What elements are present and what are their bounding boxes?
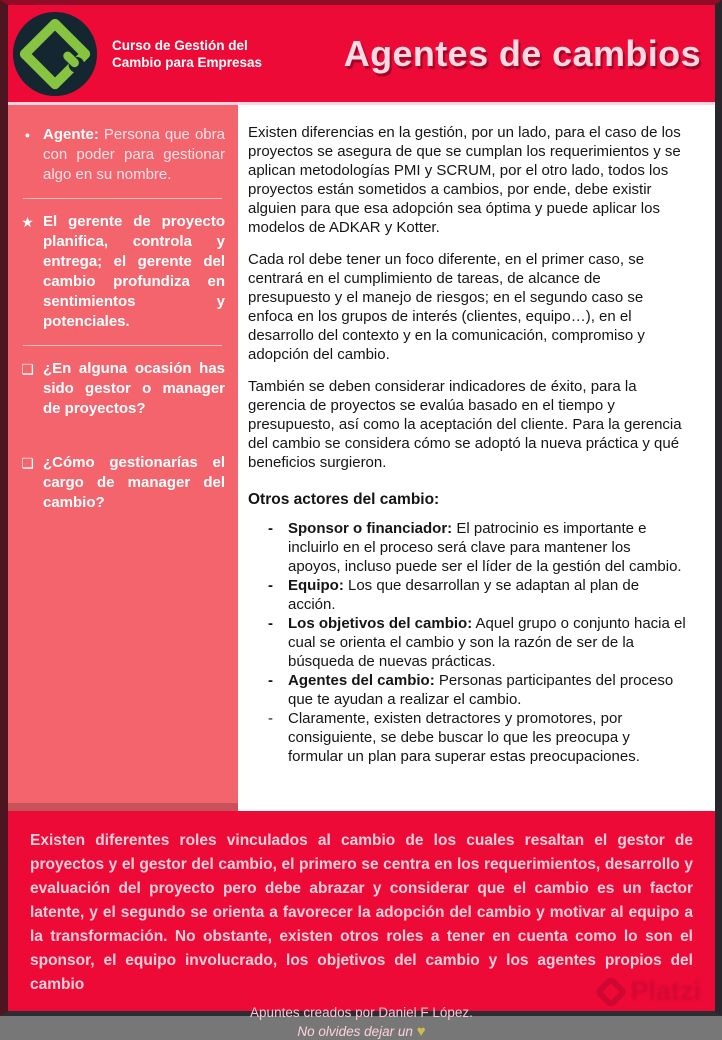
footer-note-text: No olvides dejar un — [297, 1024, 413, 1039]
page-title: Agentes de cambios — [343, 32, 701, 74]
sidebar-divider — [23, 345, 222, 346]
checkbox-bullet-icon: ❏ — [21, 361, 34, 377]
sidebar-item-text: ¿Cómo gestionarías el cargo de manager del cambio? — [43, 454, 225, 511]
sidebar-item-text: ¿En alguna ocasión has sido gestor o manager de proyectos? — [43, 360, 225, 417]
actor-description: El patrocinio es importante e incluirlo en el proceso será clave para mantener los apoyos, incluso puede ser el líder de la gestión del cambio. — [288, 520, 682, 575]
list-item-agentes — [268, 671, 687, 709]
actor-description: Aquel grupo o conjunto hacia el cual se orienta el cambio y son la razón de ser de la búsqueda de nuevas prácticas. — [288, 615, 686, 670]
star-bullet-icon: ★ — [21, 214, 34, 230]
footer-credit: Apuntes creados por Daniel F López. — [250, 1005, 473, 1020]
sidebar-item-text: El gerente de proyecto planifica, controla y entrega; el gerente del cambio profundiza en sentimientos y potenciales. — [43, 213, 225, 330]
list-item-text — [288, 614, 687, 671]
watermark — [599, 976, 701, 1007]
watermark-diamond-icon — [594, 975, 628, 1009]
dash-bullet-icon: - — [268, 672, 273, 689]
actor-label: Sponsor o financiador: — [288, 520, 453, 537]
checkbox-bullet-icon: ❏ — [21, 455, 34, 471]
main-content — [238, 105, 715, 811]
watermark-text: Platzi — [630, 976, 701, 1006]
list-heading: Otros actores del cambio: — [248, 491, 440, 508]
list-item-text — [288, 671, 687, 709]
dot-bullet-icon: ● — [24, 130, 31, 140]
list-item-objetivos — [268, 614, 687, 671]
dash-bullet-icon: - — [268, 577, 273, 594]
list-item-equipo — [268, 576, 687, 614]
list-item-text — [288, 576, 687, 614]
actor-description: Personas participantes del proceso que te ayudan a realizar el cambio. — [288, 672, 674, 708]
footer-note — [30, 1023, 693, 1040]
course-title-line1: Curso de Gestión del — [112, 37, 248, 53]
heart-icon: ♥ — [416, 1023, 426, 1040]
list-item-text — [288, 519, 687, 576]
actor-description: Los que desarrollan y se adaptan al plan de acción. — [288, 577, 640, 613]
sidebar-question-manager — [20, 453, 225, 513]
actor-label: Los objetivos del cambio: — [288, 615, 473, 632]
sidebar-divider — [23, 198, 222, 199]
list-item-detractores — [268, 709, 687, 766]
actors-list — [248, 519, 687, 766]
list-item-sponsor — [268, 519, 687, 576]
summary-text: Existen diferentes roles vinculados al cambio de los cuales resaltan el gestor de proyectos y el gestor del cambio, el primero se centra en los requerimientos, desarrollo y evaluación del proyecto pero debe abrazar y considerar que el cambio es un factor latente, y el segundo se orienta a favorecer la adopción del cambio y motivar al equipo a la transformación. No obstante, existen otros roles a tener en cuenta como lo son el sponsor, el equipo involucrado, los objetivos del cambio y los agentes propios del cambio — [30, 832, 693, 993]
summary-band — [8, 811, 715, 1040]
sidebar-item-gerentes — [20, 212, 225, 332]
sidebar — [8, 105, 238, 811]
sidebar-item-text — [43, 125, 225, 185]
sidebar-question-gestor — [20, 359, 225, 419]
paragraph-gestion: Existen diferencias en la gestión, por un lado, para el caso de los proyectos se asegura de que se cumplan los requerimientos y se aplican metodologías PMI y SCRUM, por el otro lado, todos los proyectos están sometidos a cambios, por ende, debe existir alguien para que esa adopción sea óptima y puede aplicar los modelos de ADKAR y Kotter. — [248, 124, 681, 236]
header — [8, 5, 715, 102]
term-definition: Persona que obra con poder para gestionar algo en su nombre. — [43, 126, 225, 183]
dash-bullet-icon: - — [268, 520, 273, 537]
sidebar-item-agente — [20, 125, 225, 185]
actor-description: Claramente, existen detractores y promotores, por consiguiente, se debe buscar lo que les preocupa y formular un plan para superar estas preocupaciones. — [288, 710, 640, 765]
content-row — [8, 105, 715, 811]
course-title — [112, 37, 262, 71]
term-label: Agente: — [43, 126, 99, 143]
paragraph-indicadores: También se deben considerar indicadores de éxito, para la gerencia de proyectos se evalúa basado en el tiempo y presupuesto, así como la aceptación del cliente. Para la gerencia del cambio se considera cómo se adoptó la nueva práctica y qué beneficios surgieron. — [248, 378, 682, 471]
dash-bullet-icon: - — [268, 615, 273, 632]
list-item-text — [288, 709, 687, 766]
dash-bullet-icon: - — [268, 710, 273, 727]
platzi-logo-icon — [12, 11, 98, 97]
brand — [12, 11, 262, 97]
actor-label: Agentes del cambio: — [288, 672, 435, 689]
course-title-line2: Cambio para Empresas — [112, 54, 263, 70]
paragraph-foco: Cada rol debe tener un foco diferente, en el primer caso, se centrará en el cumplimiento de tareas, de alcance de presupuesto y el manejo de riesgos; en el segundo caso se enfoca en los grupos de interés (clientes, equipo…), en el desarrollo del contexto y en la comunicación, compromiso y adopción del cambio. — [248, 251, 645, 363]
actor-label: Equipo: — [288, 577, 344, 594]
